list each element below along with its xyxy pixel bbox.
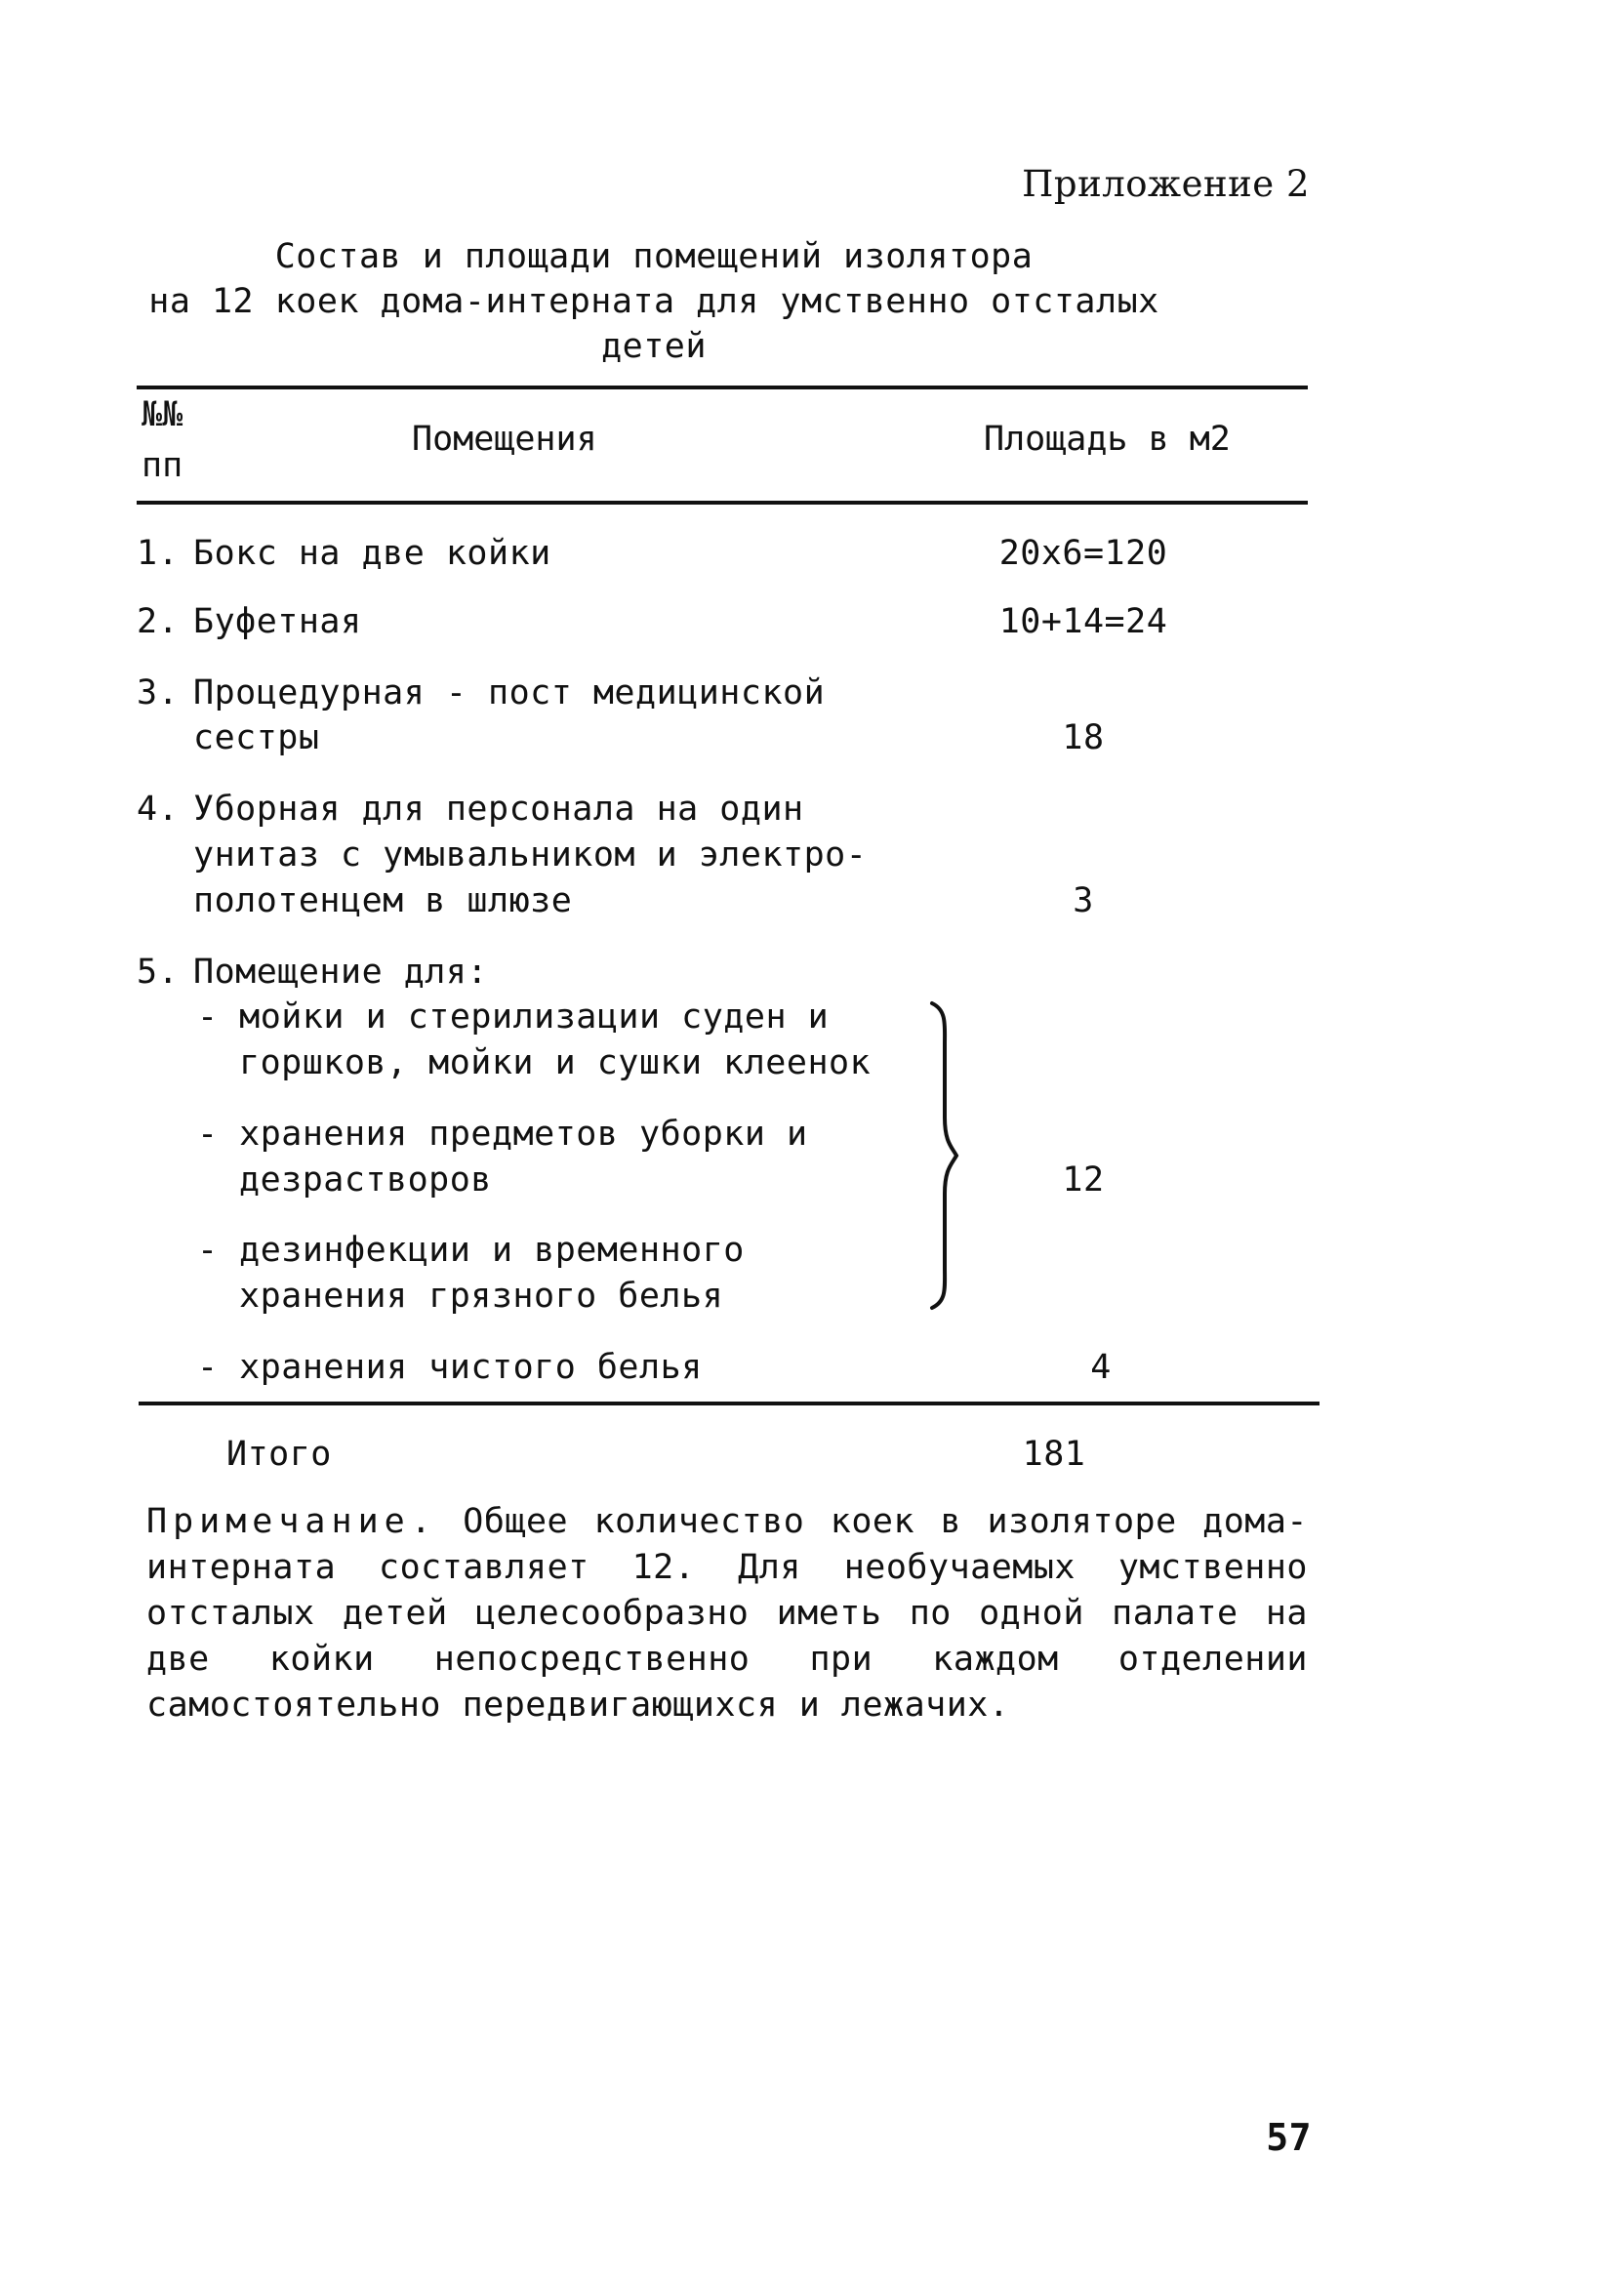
row-area: 4 <box>1090 1348 1112 1387</box>
row-number: 4. <box>137 790 180 829</box>
table-header-rule <box>137 501 1308 505</box>
title-line-3: детей <box>601 327 707 366</box>
row-area: 10+14=24 <box>998 602 1168 641</box>
row-area: 3 <box>1073 881 1094 920</box>
subitem-text: горшков, мойки и сушки клеенок <box>239 1043 872 1082</box>
subitem-text: - хранения предметов уборки и <box>197 1115 808 1154</box>
row-text: сестры <box>193 718 320 757</box>
row-text: Помещение для: <box>193 953 489 992</box>
table-top-rule <box>137 386 1308 389</box>
row-area: 20x6=120 <box>998 534 1168 573</box>
note-label: Примечание. <box>146 1502 437 1541</box>
table-bottom-rule <box>139 1402 1320 1405</box>
row-text: Бокс на две койки <box>193 534 551 573</box>
row-area: 18 <box>1062 718 1105 757</box>
row-number: 1. <box>137 534 180 573</box>
title-line-1: Состав и площади помещений изолятора <box>274 237 1034 276</box>
row-number: 2. <box>137 602 180 641</box>
total-value: 181 <box>1022 1435 1086 1474</box>
right-brace <box>917 1000 976 1311</box>
note-paragraph <box>146 1499 1308 1729</box>
header-rooms: Помещения <box>412 420 597 459</box>
row-number: 3. <box>137 673 180 712</box>
document-title <box>137 234 1171 369</box>
subitem-text: - хранения чистого белья <box>197 1348 703 1387</box>
total-label: Итого <box>226 1435 332 1474</box>
row-text: Процедурная - пост медицинской <box>193 673 826 712</box>
page-number: 57 <box>1266 2116 1312 2159</box>
group-area: 12 <box>1062 1160 1105 1200</box>
brace-shape <box>932 1003 956 1308</box>
row-text: Буфетная <box>193 602 362 641</box>
title-line-2: на 12 коек дома-интерната для умственно отсталых <box>148 282 1159 321</box>
subitem-text: дезрастворов <box>239 1160 492 1200</box>
row-text: унитаз с умывальником и электро- <box>193 835 868 875</box>
header-area: Площадь в м2 <box>984 420 1231 459</box>
note-text: Общее количество коек в изоляторе дома-интерната составляет 12. Для необучаемых умственно отсталых детей целесообразно иметь по одной палате на две койки непосредственно при каждом отделении самостоятельно передвигающихся и лежачих. <box>146 1502 1308 1725</box>
subitem-text: хранения грязного белья <box>239 1277 724 1316</box>
row-number: 5. <box>137 953 180 992</box>
header-num-line-2: пп <box>142 446 183 485</box>
appendix-label: Приложение 2 <box>1022 163 1310 205</box>
row-text: полотенцем в шлюзе <box>193 881 573 920</box>
subitem-text: - мойки и стерилизации суден и <box>197 997 830 1037</box>
row-text: Уборная для персонала на один <box>193 790 804 829</box>
header-num-line-1: №№ <box>142 395 183 434</box>
subitem-text: - дезинфекции и временного <box>197 1231 745 1270</box>
